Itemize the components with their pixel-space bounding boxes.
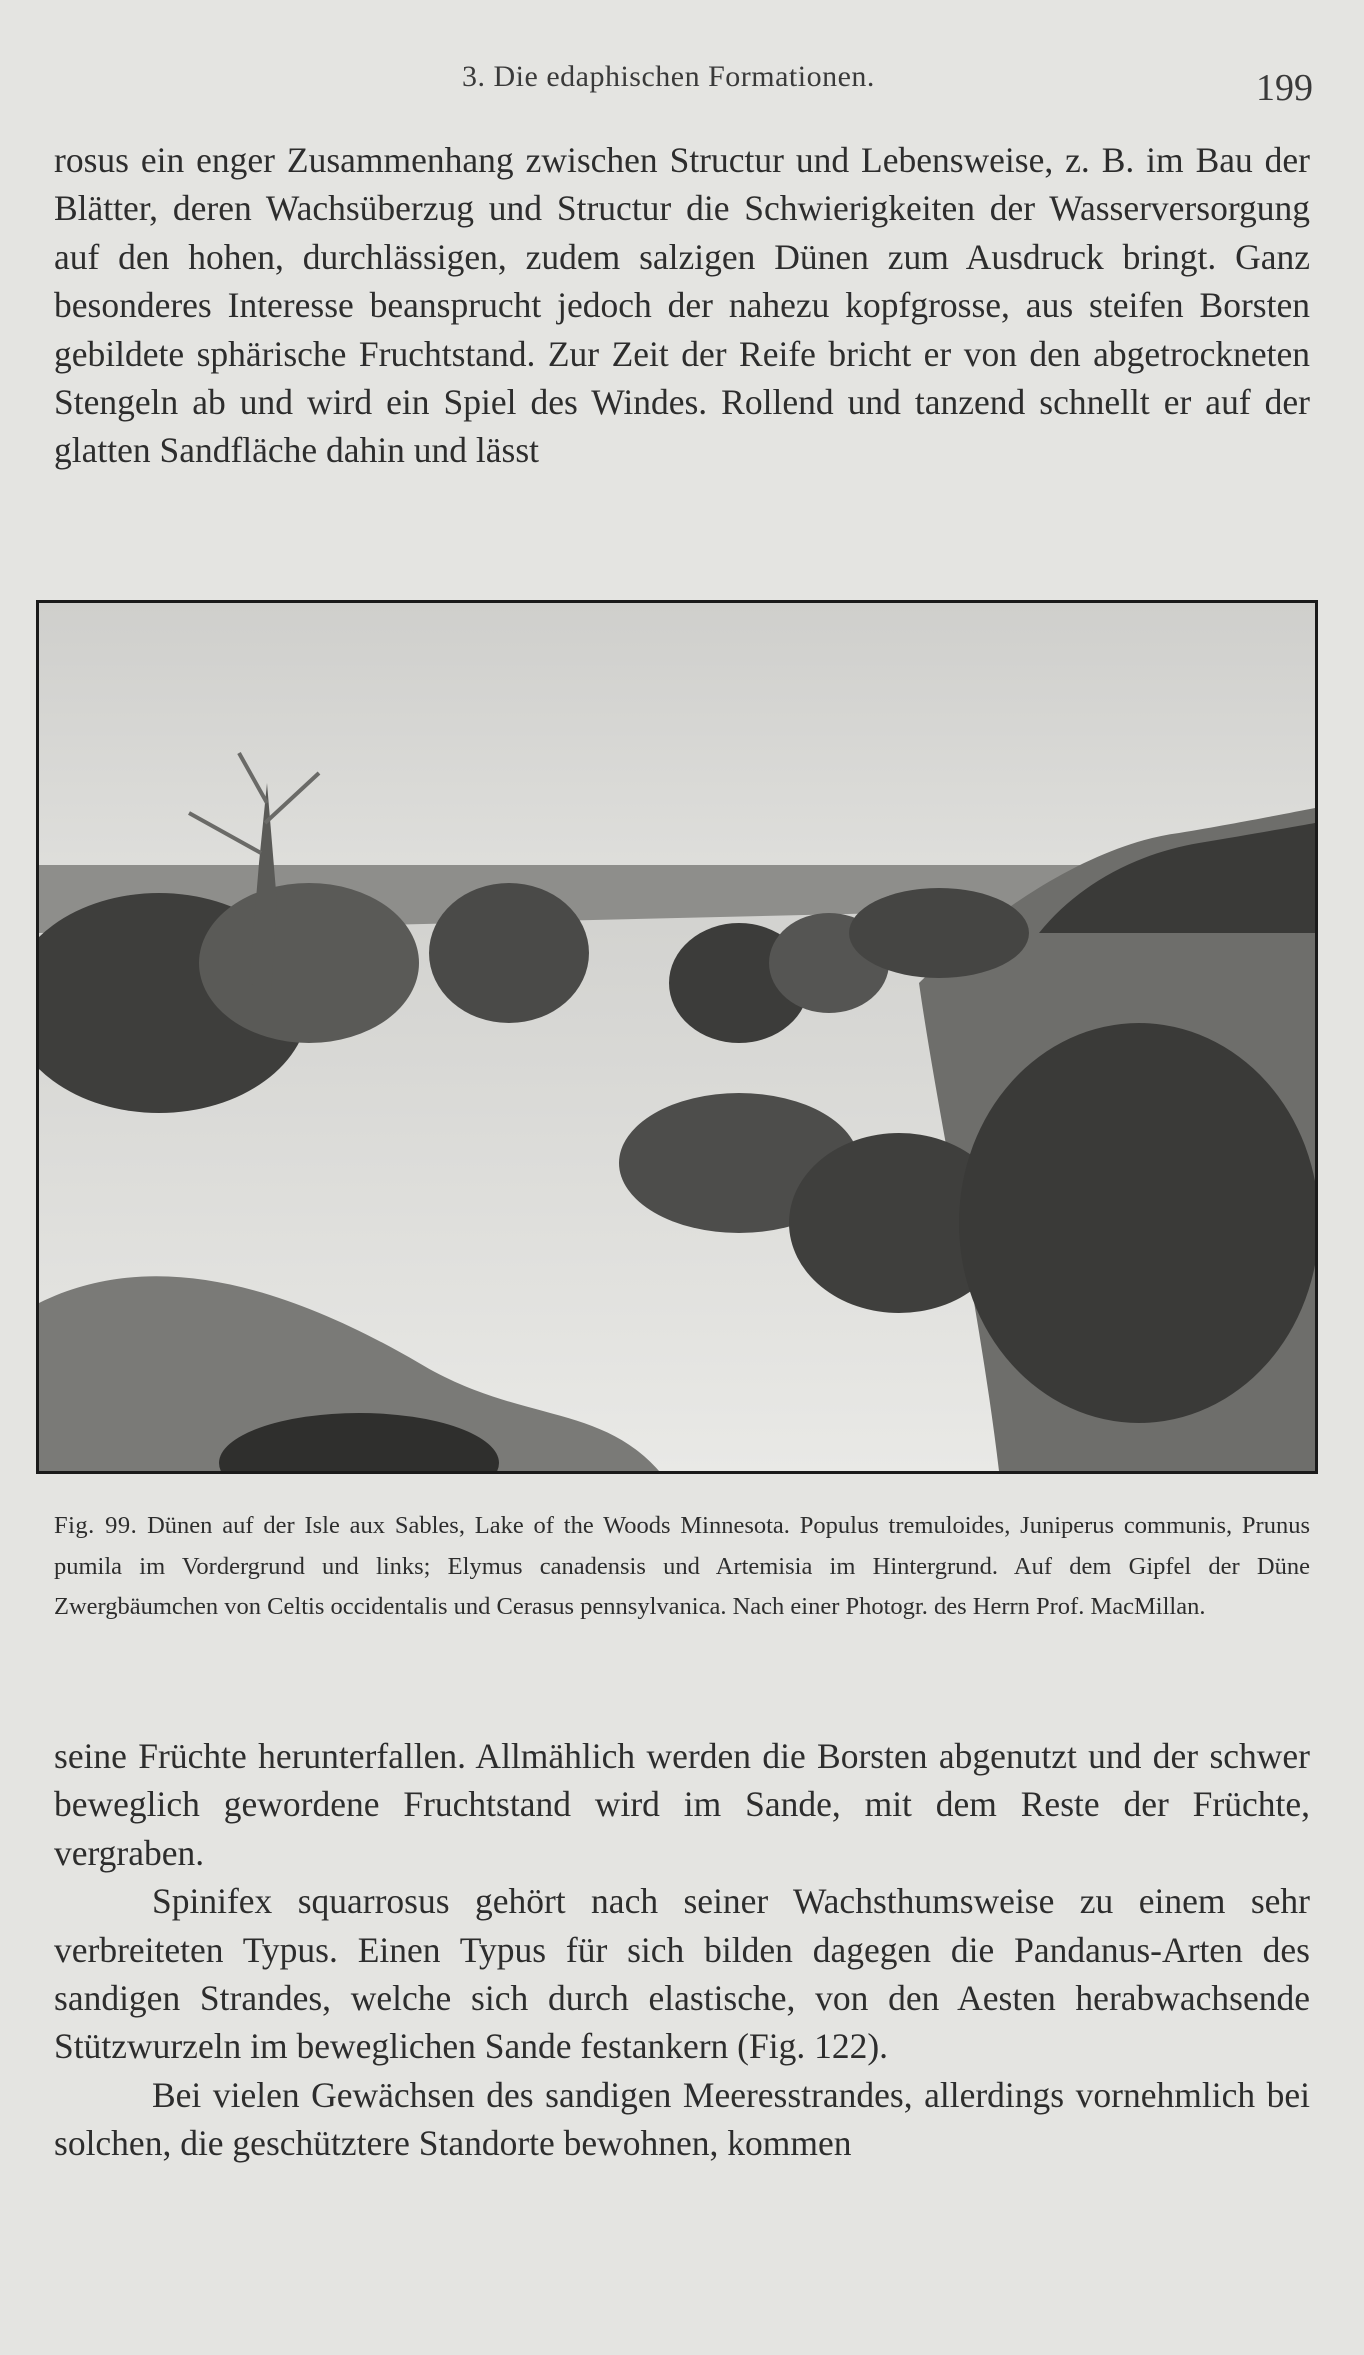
running-header — [0, 52, 1364, 112]
figure-caption-text: Dünen auf der Isle aux Sables, Lake of the Woods Minnesota. Populus tremuloides, Juniperus communis, Prunus pumila im Vordergrund und links; Elymus canadensis und Artemisia im Hintergrund. Auf dem Gipfel der Düne Zwergbäumchen von Celtis occidentalis und Cerasus pennsylvanica. Nach einer Photogr. des Herrn Prof. MacMillan. — [54, 1512, 1311, 1620]
paragraph: seine Früchte herunterfallen. Allmählich werden die Borsten abgenutzt und der schwer beweglich gewordene Fruchtstand wird im Sande, mit dem Reste der Früchte, vergraben. — [54, 1736, 1310, 1873]
paragraph: Spinifex squarrosus gehört nach seiner Wachsthumsweise zu einem sehr verbreiteten Typus. Einen Typus für sich bilden dagegen die Pandanus-Arten des sandigen Strandes, welche sich durch elastische, von den Aesten herabwachsende Stützwurzeln im beweglichen Sande festankern (Fig. 122). — [54, 1881, 1310, 2067]
body-text-top — [54, 136, 1310, 475]
body-text-bottom — [54, 1732, 1310, 2168]
figure-label: Fig. 99. — [54, 1512, 138, 1539]
running-title: 3. Die edaphischen Formationen. — [462, 60, 875, 93]
dune-photo-illustration — [39, 603, 1315, 1471]
paragraph: rosus ein enger Zusammenhang zwischen Structur und Lebensweise, z. B. im Bau der Blätter, deren Wachsüberzug und Structur die Schwierigkeiten der Wasserversorgung auf den hohen, durchlässigen, zudem salzigen Dünen zum Ausdruck bringt. Ganz besonderes Interesse beansprucht jedoch der nahezu kopfgrosse, aus steifen Borsten gebildete sphärische Fruchtstand. Zur Zeit der Reife bricht er von den abgetrockneten Stengeln ab und wird ein Spiel des Windes. Rollend und tanzend schnellt er auf der glatten Sandfläche dahin und lässt — [54, 140, 1310, 471]
page-number: 199 — [1256, 67, 1313, 109]
figure-caption — [54, 1506, 1310, 1628]
shrub-center — [429, 883, 589, 1023]
figure-photograph — [36, 600, 1318, 1474]
paragraph: Bei vielen Gewächsen des sandigen Meeresstrandes, allerdings vornehmlich bei solchen, die geschütztere Standorte bewohnen, kommen — [54, 2074, 1310, 2164]
